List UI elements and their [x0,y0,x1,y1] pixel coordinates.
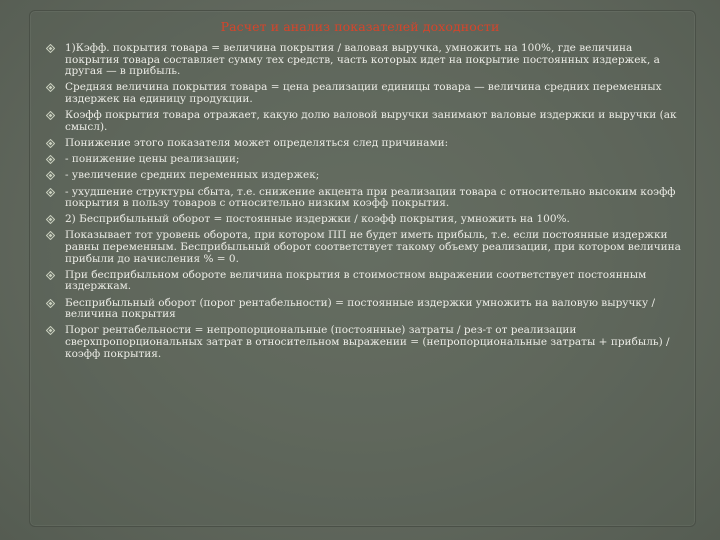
list-item-text: - ухудшение структуры сбыта, т.е. снижение акцента при реализации товара с относительно высоким коэфф покрытия в пользу товаров с относительно низким коэфф покрытия. [65,185,676,210]
list-item [46,325,686,360]
list-item-text: Понижение этого показателя может определяться след причинами: [65,136,449,149]
bullet-list [46,43,686,365]
list-item-text: - увеличение средних переменных издержек; [65,169,320,182]
list-item-text: Коэфф покрытия товара отражает, какую долю валовой выручки занимают валовые издержки и выручки (ак смысл). [65,109,677,133]
list-item-text: Порог рентабельности = непропорциональные (постоянные) затраты / рез-т от реализации сверхпропорциональных затрат в относительном выражении = (непропорциональные затраты + прибыль) / коэфф покрытия. [65,324,670,360]
list-item [46,43,686,78]
list-item [46,154,686,166]
list-item-text: При бесприбыльном обороте величина покрытия в стоимостном выражении соответствует постоянным издержкам. [65,268,647,293]
list-item-text: - понижение цены реализации; [65,153,240,166]
list-item-text: Средняя величина покрытия товара = цена реализации единицы товара — величина средних переменных издержек на единицу продукции. [65,81,662,105]
diamond-bullet-icon [46,155,55,164]
diamond-bullet-icon [46,188,55,197]
list-item [46,138,686,150]
list-item [46,298,686,321]
list-item [46,270,686,293]
list-item-text: 1)Кэфф. покрытия товара = величина покрытия / валовая выручка, умножить на 100%, где величина покрытия товара составляет сумму тех средств, часть которых идет на покрытие постоянных издержек, а другая — в прибыль. [65,42,660,78]
list-item [46,187,686,210]
diamond-bullet-icon [46,271,55,280]
diamond-bullet-icon [46,44,55,53]
list-item [46,230,686,265]
diamond-bullet-icon [46,83,55,92]
diamond-bullet-icon [46,231,55,240]
diamond-bullet-icon [46,326,55,335]
diamond-bullet-icon [46,215,55,224]
list-item [46,82,686,105]
diamond-bullet-icon [46,111,55,120]
diamond-bullet-icon [46,171,55,180]
diamond-bullet-icon [46,139,55,148]
list-item [46,170,686,182]
list-item-text: Бесприбыльный оборот (порог рентабельности) = постоянные издержки умножить на валовую выручку / величина покрытия [65,296,656,321]
list-item-text: 2) Бесприбыльный оборот = постоянные издержки / коэфф покрытия, умножить на 100%. [65,213,570,226]
list-item [46,214,686,226]
list-item [46,110,686,133]
list-item-text: Показывает тот уровень оборота, при котором ПП не будет иметь прибыль, т.е. если постоянные издержки равны переменным. Бесприбыльный оборот соответствует такому объему реализации, при котором величина прибыли до начисления % = 0. [65,229,681,265]
diamond-bullet-icon [46,299,55,308]
page-title: Расчет и анализ показателей доходности [220,19,500,34]
